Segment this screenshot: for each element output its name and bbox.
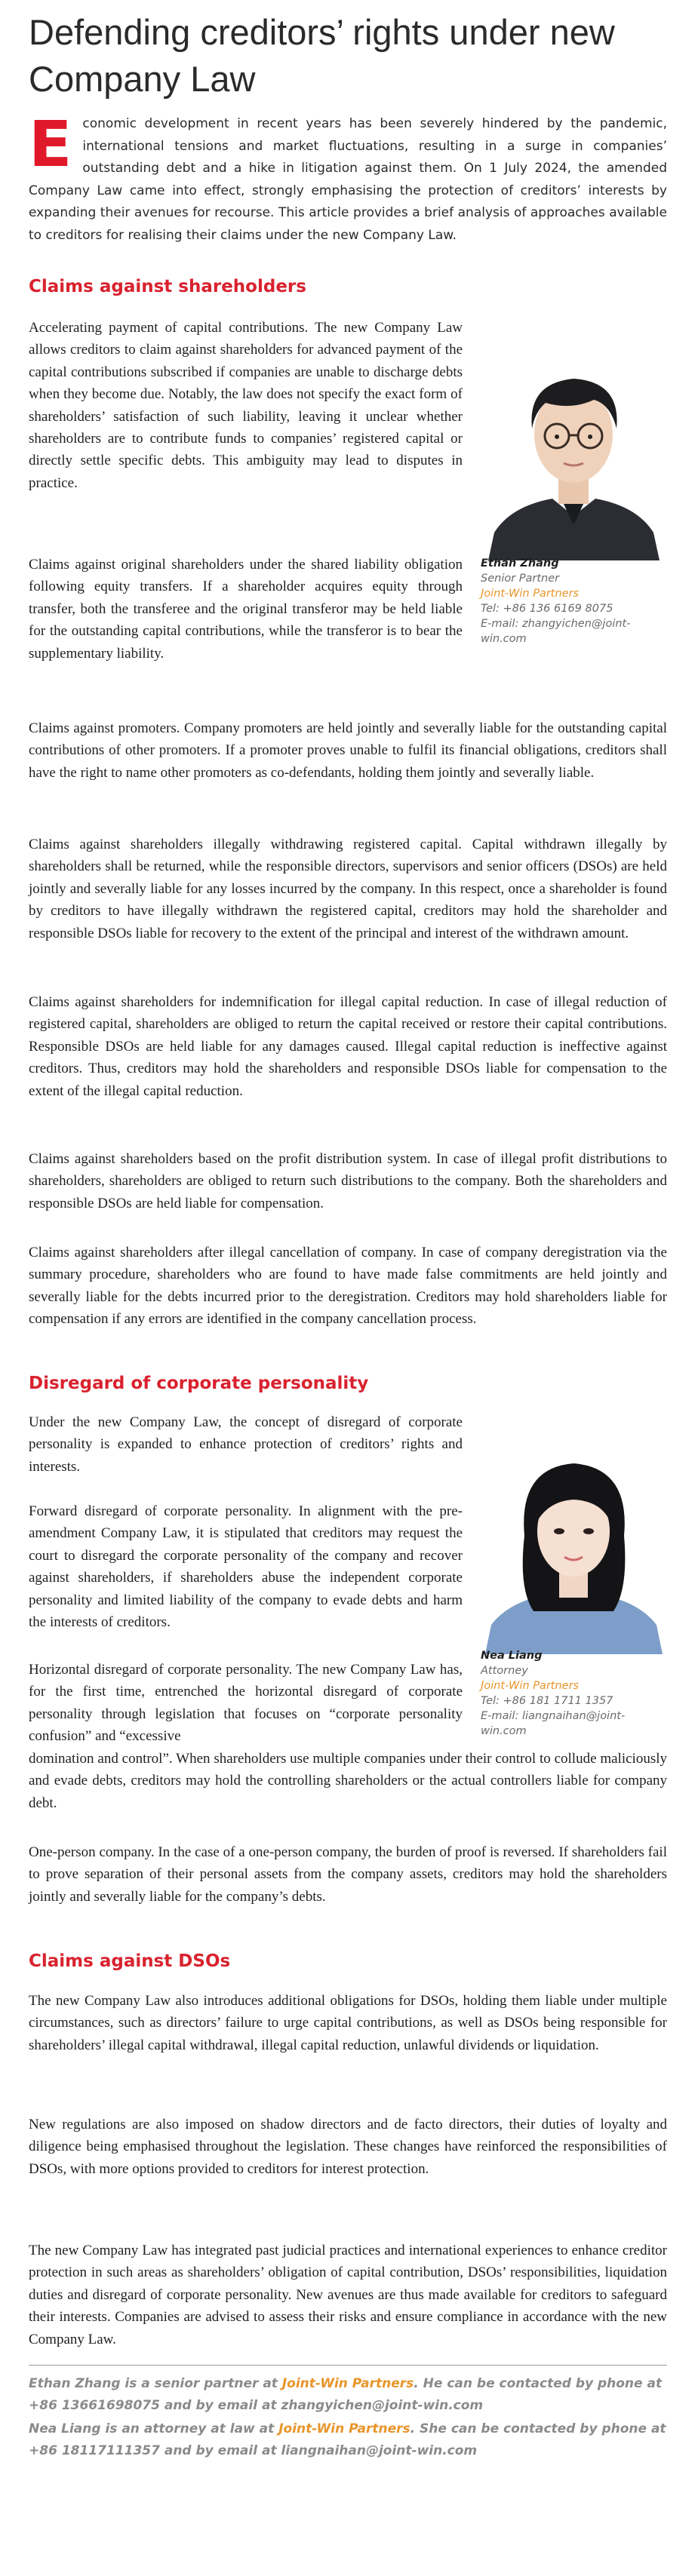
bio-text: Nea Liang is an attorney at law at	[29, 2421, 279, 2436]
section-heading-shareholders: Claims against shareholders	[29, 277, 306, 296]
section-heading-dsos: Claims against DSOs	[29, 1951, 231, 1971]
author-bio-nea-liang	[29, 2418, 667, 2462]
section-heading-corporate-personality: Disregard of corporate personality	[29, 1374, 369, 1393]
paragraph: Horizontal disregard of corporate personality. The new Company Law has, for the first time, entrenched the horizontal disregard of corporate personality through legislation that focuses on “corporate personality confusion” and “excessive	[29, 1662, 463, 1745]
bio-text: . He can be contacted by phone at +86 13661698075 and by email at zhangyichen@joint-win.com	[29, 2376, 663, 2413]
article-title: Defending creditors’ rights under new Company Law	[29, 12, 615, 99]
lead-paragraph	[29, 107, 667, 247]
author-firm: Joint-Win Partners	[481, 588, 580, 600]
author-email: E-mail: zhangyichen@joint-win.com	[481, 618, 631, 645]
paragraph: Under the new Company Law, the concept of disregard of corporate personality is expanded to enhance protection of creditors’ rights and interests.	[29, 1414, 463, 1475]
paragraph: Claims against shareholders illegally withdrawing registered capital. Capital withdrawn illegally by shareholders shall be returned, while the responsible directors, supervisors and senior officers (DSOs) are held jointly and severally liable for any losses incurred by the company. In this respect, once a shareholder is found by creditors to have illegally withdrawn the registered capital, creditors may hold the shareholder and responsible DSOs liable for recovery to the extent of the principal and interest of the withdrawn amount.	[29, 837, 667, 941]
paragraph: Accelerating payment of capital contributions. The new Company Law allows creditors to claim against shareholders for advanced payment of the capital contributions subscribed if companies are unable to discharge debts when they become due. Notably, the law does not specify the exact form of shareholders’ satisfaction of such liability, leaving it unclear whether shareholders are to contribute funds to companies’ registered capital or directly settle specific debts. This ambiguity may lead to disputes in practice.	[29, 320, 463, 491]
paragraph: The new Company Law also introduces additional obligations for DSOs, holding them liable under multiple circumstances, such as directors’ failure to urge capital contributions, as well as DSOs being responsible for shareholders’ illegal capital withdrawal, illegal capital reduction, unlawful dividends or liquidation.	[29, 1993, 667, 2053]
author-caption-nea-liang	[481, 1648, 669, 1739]
author-name: Ethan Zhang	[481, 557, 559, 570]
bio-text: . She can be contacted by phone at +86 18117111357 and by email at liangnaihan@joint-win.com	[29, 2421, 666, 2458]
portrait-icon	[481, 1438, 667, 1654]
author-photo-ethan-zhang	[481, 344, 667, 560]
paragraph: New regulations are also imposed on shadow directors and de facto directors, their duties of loyalty and diligence being emphasised throughout the legislation. These changes have reinforced the responsibilities of DSOs, with more options provided to creditors for interest protection.	[29, 2117, 667, 2177]
paragraph: Claims against shareholders based on the profit distribution system. In case of illegal profit distributions to shareholders, shareholders are obliged to return such distributions to the company. Both the shareholders and responsible DSOs are held liable for compensation.	[29, 1151, 667, 1211]
paragraph: Claims against shareholders after illegal cancellation of company. In case of company deregistration via the summary procedure, shareholders who are found to have made false commitments are held jointly and severally liable for the debts incurred prior to the deregistration. Creditors may hold shareholders liable for compensation if any errors are identified in the company cancellation process.	[29, 1245, 667, 1328]
portrait-icon	[481, 344, 667, 560]
author-name: Nea Liang	[481, 1650, 543, 1662]
drop-cap: E	[29, 107, 72, 181]
author-tel: Tel: +86 181 1711 1357	[481, 1695, 613, 1707]
author-photo-nea-liang	[481, 1438, 667, 1654]
bio-firm: Joint-Win Partners	[281, 2376, 414, 2391]
bio-divider	[29, 2365, 667, 2366]
author-role: Attorney	[481, 1665, 528, 1677]
author-tel: Tel: +86 136 6169 8075	[481, 603, 613, 615]
author-role: Senior Partner	[481, 573, 560, 585]
paragraph: One-person company. In the case of a one-person company, the burden of proof is reversed. If shareholders fail to prove separation of their personal assets from the company assets, creditors may hold the shareholders jointly and severally liable for the company’s debts.	[29, 1844, 667, 1905]
author-email: E-mail: liangnaihan@joint-win.com	[481, 1710, 626, 1737]
bio-text: Ethan Zhang is a senior partner at	[29, 2376, 282, 2391]
paragraph: Claims against promoters. Company promoters are held jointly and severally liable for the outstanding capital contributions of other promoters. If a promoter proves unable to fulfil its financial obligations, creditors shall have the right to name other promoters as co-defendants, holding them jointly and severally liable.	[29, 720, 667, 781]
lead-text: conomic development in recent years has been severely hindered by the pandemic, international tensions and market fluctuations, resulting in a surge in companies’ outstanding debt and a hike in litigation against them. On 1 July 2024, the amended Company Law came into effect, strongly emphasising the protection of creditors’ interests by expanding their avenues for recourse. This article provides a brief analysis of approaches available to creditors for realising their claims under the new Company Law.	[29, 116, 667, 243]
paragraph: Claims against shareholders for indemnification for illegal capital reduction. In case of illegal reduction of registered capital, shareholders are obliged to return the capital received or restore their capital contributions. Responsible DSOs are held liable for any damages caused. Illegal capital reduction is ineffective against creditors. Thus, creditors may hold the shareholders and responsible DSOs liable for compensation to the extent of the illegal capital reduction.	[29, 994, 667, 1099]
paragraph-continuation: domination and control”. When shareholders use multiple companies under their control to collude maliciously and evade debts, creditors may hold the controlling shareholders or the actual controllers liable for company debt.	[29, 1751, 667, 1811]
paragraph: The new Company Law has integrated past judicial practices and international experiences to enhance creditor protection in such areas as shareholders’ obligation of capital contribution, DSOs’ responsibilities, liquidation duties and disregard of corporate personality. New avenues are thus made available for creditors to safeguard their interests. Companies are advised to assess their risks and ensure compliance in accordance with the new Company Law.	[29, 2243, 667, 2347]
author-firm: Joint-Win Partners	[481, 1680, 580, 1692]
bio-firm: Joint-Win Partners	[278, 2421, 410, 2436]
paragraph: Forward disregard of corporate personality. In alignment with the pre-amendment Company Law, it is stipulated that creditors may request the court to disregard the corporate personality of the company and recover against shareholders, if shareholders abuse the independent corporate personality and limited liability of the company to evade debts and harm the interests of creditors.	[29, 1503, 463, 1631]
author-bio-ethan-zhang	[29, 2373, 667, 2417]
author-caption-ethan-zhang	[481, 556, 669, 646]
paragraph: Claims against original shareholders under the shared liability obligation following equity transfers. If a shareholder acquires equity through transfer, both the transferee and the original transferor may be held liable for the outstanding capital contributions, while the transferor is to bear the supplementary liability.	[29, 557, 463, 662]
